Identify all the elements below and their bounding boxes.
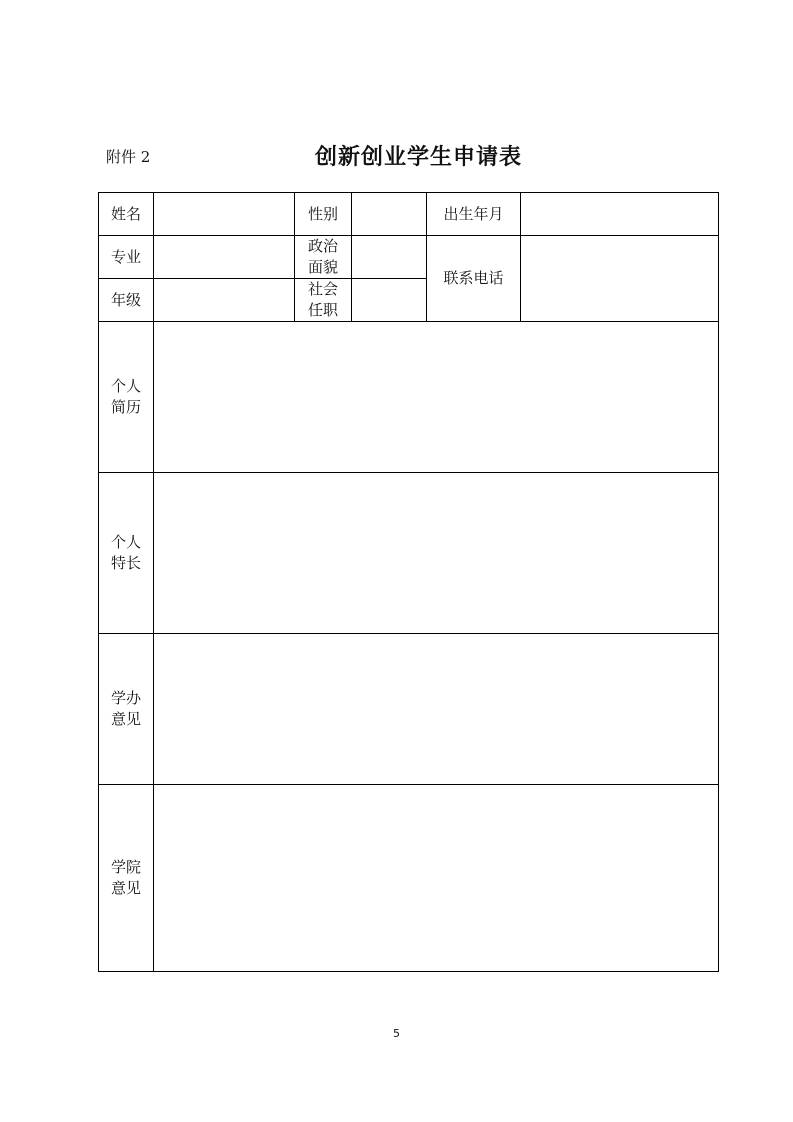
birth-label: 出生年月 xyxy=(427,193,521,236)
strengths-label-line1: 个人 xyxy=(110,533,141,551)
grade-label: 年级 xyxy=(99,279,154,322)
strengths-label xyxy=(99,473,154,634)
name-label: 姓名 xyxy=(99,193,154,236)
strengths-label-line2: 特长 xyxy=(110,554,141,572)
phone-label: 联系电话 xyxy=(427,236,521,322)
political-label-line2: 面貌 xyxy=(307,258,338,276)
name-field[interactable] xyxy=(154,193,295,236)
gender-field[interactable] xyxy=(352,193,427,236)
strengths-field[interactable] xyxy=(154,473,719,634)
college-opinion-field[interactable] xyxy=(154,785,719,972)
office-label-line2: 意见 xyxy=(110,710,141,728)
college-opinion-label xyxy=(99,785,154,972)
resume-label-line1: 个人 xyxy=(110,377,141,395)
political-status-label xyxy=(295,236,352,279)
social-label-line2: 任职 xyxy=(307,301,338,319)
page-title: 创新创业学生申请表 xyxy=(314,145,522,170)
phone-field[interactable] xyxy=(521,236,719,322)
grade-field[interactable] xyxy=(154,279,295,322)
office-label-line1: 学办 xyxy=(110,689,141,707)
student-office-opinion-field[interactable] xyxy=(154,634,719,785)
social-position-label xyxy=(295,279,352,322)
attachment-label: 附件 2 xyxy=(106,148,151,166)
social-label-line1: 社会 xyxy=(307,280,338,298)
resume-label-line2: 简历 xyxy=(110,398,141,416)
college-label-line2: 意见 xyxy=(110,879,141,897)
student-office-opinion-label xyxy=(99,634,154,785)
gender-label: 性别 xyxy=(295,193,352,236)
page-number: 5 xyxy=(393,1027,400,1040)
political-status-field[interactable] xyxy=(352,236,427,279)
resume-field[interactable] xyxy=(154,322,719,473)
political-label-line1: 政治 xyxy=(307,237,338,255)
social-position-field[interactable] xyxy=(352,279,427,322)
application-form-table xyxy=(98,192,719,972)
resume-label xyxy=(99,322,154,473)
major-label: 专业 xyxy=(99,236,154,279)
major-field[interactable] xyxy=(154,236,295,279)
college-label-line1: 学院 xyxy=(110,858,141,876)
birth-field[interactable] xyxy=(521,193,719,236)
